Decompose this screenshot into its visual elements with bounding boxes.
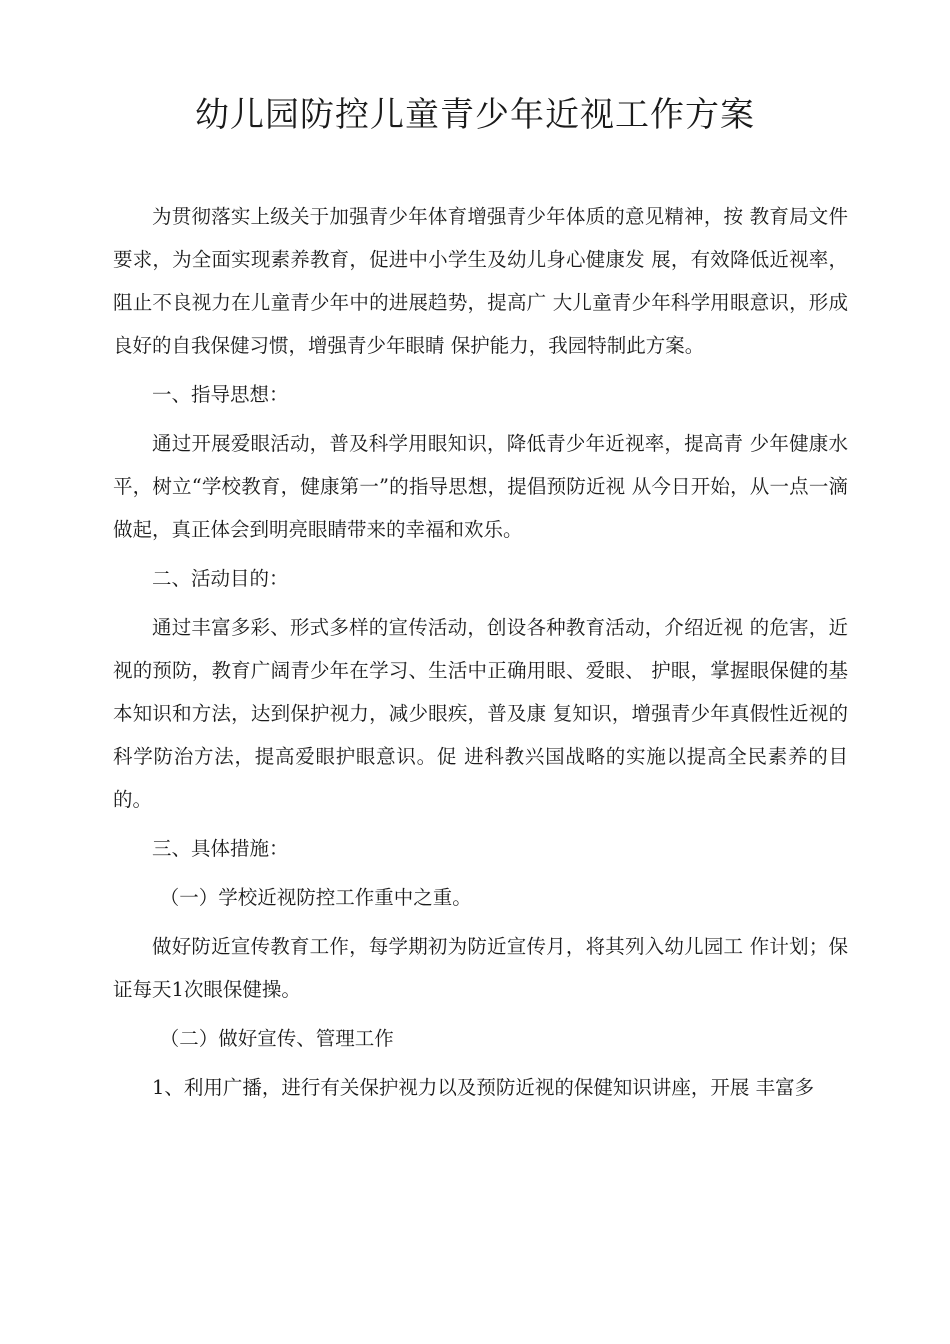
section-3-sub-1-paragraph: 做好防近宣传教育工作，每学期初为防近宣传月，将其列入幼儿园工 作计划；保证每天1次眼保健操。 bbox=[113, 935, 848, 1001]
intro-paragraph: 为贯彻落实上级关于加强青少年体育增强青少年体质的意见精神，按 教育局文件要求，为全面实现素养教育，促进中小学生及幼儿身心健康发 展，有效降低近视率，阻止不良视力在儿童青少年中的进展趋势，提高广 大儿童青少年科学用眼意识，形成良好的自我保健习惯，增强青少年眼睛 保护能力，我园特制此方案。 bbox=[113, 205, 848, 357]
document-body bbox=[113, 195, 848, 1115]
section-3-sub-1-heading: （一）学校近视防控工作重中之重。 bbox=[159, 886, 472, 909]
section-3-sub-2-heading: （二）做好宣传、管理工作 bbox=[159, 1027, 394, 1050]
document-title: 幼儿园防控儿童青少年近视工作方案 bbox=[195, 95, 755, 135]
section-1-heading: 一、指导思想： bbox=[152, 383, 289, 406]
section-1-paragraph: 通过开展爱眼活动，普及科学用眼知识，降低青少年近视率，提高青 少年健康水平，树立“学校教育，健康第一”的指导思想，提倡预防近视 从今日开始，从一点一滴做起，真正体会到明亮眼睛带来的幸福和欢乐。 bbox=[113, 432, 848, 541]
section-2-heading: 二、活动目的： bbox=[152, 567, 289, 590]
section-3-heading: 三、具体措施： bbox=[152, 837, 289, 860]
section-2-paragraph: 通过丰富多彩、形式多样的宣传活动，创设各种教育活动，介绍近视 的危害，近视的预防，教育广阔青少年在学习、生活中正确用眼、爱眼、 护眼，掌握眼保健的基本知识和方法，达到保护视力，减少眼疾，普及康 复知识，增强青少年真假性近视的科学防治方法，提高爱眼护眼意识。促 进科教兴国战略的实施以提高全民素养的目的。 bbox=[113, 616, 848, 811]
section-3-sub-2-item-1: 1、利用广播，进行有关保护视力以及预防近视的保健知识讲座，开展 丰富多 bbox=[152, 1076, 815, 1099]
